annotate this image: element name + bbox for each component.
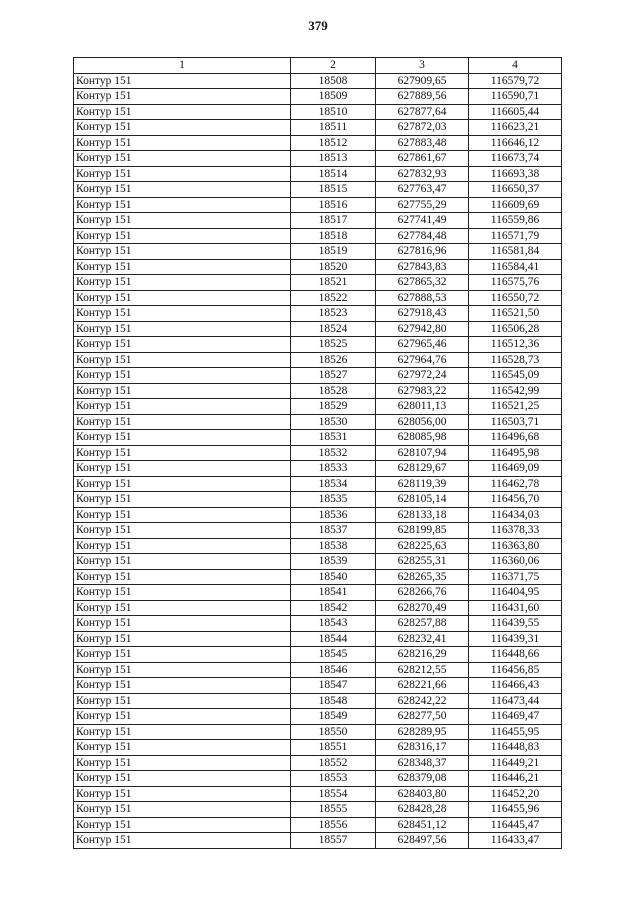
column-header-4: 4	[469, 58, 562, 74]
table-row	[74, 135, 562, 151]
contour-cell: Контур 151	[74, 755, 291, 771]
point-number-cell: 18532	[291, 445, 376, 461]
y-coordinate-cell: 116571,79	[469, 228, 562, 244]
table-row	[74, 569, 562, 585]
table-row	[74, 461, 562, 477]
point-number-cell: 18538	[291, 538, 376, 554]
point-number-cell: 18546	[291, 662, 376, 678]
table-row	[74, 678, 562, 694]
contour-cell: Контур 151	[74, 275, 291, 291]
column-header-2: 2	[291, 58, 376, 74]
contour-cell: Контур 151	[74, 740, 291, 756]
y-coordinate-cell: 116550,72	[469, 290, 562, 306]
point-number-cell: 18547	[291, 678, 376, 694]
table-row	[74, 383, 562, 399]
table-row	[74, 802, 562, 818]
table-row	[74, 197, 562, 213]
point-number-cell: 18523	[291, 306, 376, 322]
y-coordinate-cell: 116469,09	[469, 461, 562, 477]
y-coordinate-cell: 116456,85	[469, 662, 562, 678]
table-row	[74, 585, 562, 601]
table-header-row	[74, 58, 562, 74]
y-coordinate-cell: 116646,12	[469, 135, 562, 151]
point-number-cell: 18554	[291, 786, 376, 802]
y-coordinate-cell: 116575,76	[469, 275, 562, 291]
y-coordinate-cell: 116542,99	[469, 383, 562, 399]
point-number-cell: 18528	[291, 383, 376, 399]
contour-cell: Контур 151	[74, 166, 291, 182]
y-coordinate-cell: 116439,31	[469, 631, 562, 647]
point-number-cell: 18539	[291, 554, 376, 570]
x-coordinate-cell: 628221,66	[376, 678, 469, 694]
table-row	[74, 445, 562, 461]
contour-cell: Контур 151	[74, 228, 291, 244]
table-row	[74, 73, 562, 89]
x-coordinate-cell: 628216,29	[376, 647, 469, 663]
y-coordinate-cell: 116439,55	[469, 616, 562, 632]
contour-cell: Контур 151	[74, 709, 291, 725]
x-coordinate-cell: 628497,56	[376, 833, 469, 849]
x-coordinate-cell: 627964,76	[376, 352, 469, 368]
point-number-cell: 18509	[291, 89, 376, 105]
y-coordinate-cell: 116496,68	[469, 430, 562, 446]
table-row	[74, 833, 562, 849]
table-row	[74, 290, 562, 306]
point-number-cell: 18517	[291, 213, 376, 229]
x-coordinate-cell: 628232,41	[376, 631, 469, 647]
point-number-cell: 18529	[291, 399, 376, 415]
contour-cell: Контур 151	[74, 786, 291, 802]
contour-cell: Контур 151	[74, 523, 291, 539]
x-coordinate-cell: 627741,49	[376, 213, 469, 229]
table-row	[74, 600, 562, 616]
point-number-cell: 18521	[291, 275, 376, 291]
y-coordinate-cell: 116609,69	[469, 197, 562, 213]
y-coordinate-cell: 116521,50	[469, 306, 562, 322]
contour-cell: Контур 151	[74, 585, 291, 601]
contour-cell: Контур 151	[74, 414, 291, 430]
point-number-cell: 18542	[291, 600, 376, 616]
table-row	[74, 228, 562, 244]
y-coordinate-cell: 116650,37	[469, 182, 562, 198]
point-number-cell: 18527	[291, 368, 376, 384]
table-row	[74, 740, 562, 756]
contour-cell: Контур 151	[74, 306, 291, 322]
x-coordinate-cell: 627872,03	[376, 120, 469, 136]
table-row	[74, 755, 562, 771]
table-row	[74, 631, 562, 647]
point-number-cell: 18533	[291, 461, 376, 477]
contour-cell: Контур 151	[74, 104, 291, 120]
y-coordinate-cell: 116495,98	[469, 445, 562, 461]
contour-cell: Контур 151	[74, 569, 291, 585]
x-coordinate-cell: 627763,47	[376, 182, 469, 198]
y-coordinate-cell: 116446,21	[469, 771, 562, 787]
table-row	[74, 647, 562, 663]
contour-cell: Контур 151	[74, 771, 291, 787]
table-row	[74, 693, 562, 709]
contour-cell: Контур 151	[74, 817, 291, 833]
x-coordinate-cell: 628270,49	[376, 600, 469, 616]
page-number: 379	[308, 18, 328, 33]
table-row	[74, 166, 562, 182]
y-coordinate-cell: 116605,44	[469, 104, 562, 120]
x-coordinate-cell: 628056,00	[376, 414, 469, 430]
contour-cell: Контур 151	[74, 631, 291, 647]
y-coordinate-cell: 116469,47	[469, 709, 562, 725]
point-number-cell: 18541	[291, 585, 376, 601]
point-number-cell: 18520	[291, 259, 376, 275]
contour-cell: Контур 151	[74, 802, 291, 818]
point-number-cell: 18516	[291, 197, 376, 213]
table-row	[74, 724, 562, 740]
y-coordinate-cell: 116448,66	[469, 647, 562, 663]
table-row	[74, 786, 562, 802]
y-coordinate-cell: 116528,73	[469, 352, 562, 368]
contour-cell: Контур 151	[74, 600, 291, 616]
x-coordinate-cell: 628085,98	[376, 430, 469, 446]
contour-cell: Контур 151	[74, 197, 291, 213]
point-number-cell: 18540	[291, 569, 376, 585]
x-coordinate-cell: 628277,50	[376, 709, 469, 725]
contour-cell: Контур 151	[74, 476, 291, 492]
table-row	[74, 817, 562, 833]
y-coordinate-cell: 116456,70	[469, 492, 562, 508]
y-coordinate-cell: 116445,47	[469, 817, 562, 833]
point-number-cell: 18536	[291, 507, 376, 523]
x-coordinate-cell: 628348,37	[376, 755, 469, 771]
table-row	[74, 523, 562, 539]
table-row	[74, 182, 562, 198]
table-row	[74, 368, 562, 384]
x-coordinate-cell: 627843,83	[376, 259, 469, 275]
contour-cell: Контур 151	[74, 507, 291, 523]
y-coordinate-cell: 116506,28	[469, 321, 562, 337]
point-number-cell: 18555	[291, 802, 376, 818]
contour-cell: Контур 151	[74, 445, 291, 461]
y-coordinate-cell: 116521,25	[469, 399, 562, 415]
y-coordinate-cell: 116363,80	[469, 538, 562, 554]
point-number-cell: 18531	[291, 430, 376, 446]
x-coordinate-cell: 628105,14	[376, 492, 469, 508]
x-coordinate-cell: 628266,76	[376, 585, 469, 601]
point-number-cell: 18518	[291, 228, 376, 244]
point-number-cell: 18526	[291, 352, 376, 368]
point-number-cell: 18537	[291, 523, 376, 539]
contour-cell: Контур 151	[74, 538, 291, 554]
point-number-cell: 18510	[291, 104, 376, 120]
coordinates-table	[73, 57, 562, 849]
y-coordinate-cell: 116473,44	[469, 693, 562, 709]
y-coordinate-cell: 116433,47	[469, 833, 562, 849]
y-coordinate-cell: 116431,60	[469, 600, 562, 616]
contour-cell: Контур 151	[74, 352, 291, 368]
y-coordinate-cell: 116673,74	[469, 151, 562, 167]
y-coordinate-cell: 116360,06	[469, 554, 562, 570]
point-number-cell: 18545	[291, 647, 376, 663]
contour-cell: Контур 151	[74, 182, 291, 198]
x-coordinate-cell: 628265,35	[376, 569, 469, 585]
point-number-cell: 18524	[291, 321, 376, 337]
point-number-cell: 18530	[291, 414, 376, 430]
x-coordinate-cell: 627965,46	[376, 337, 469, 353]
point-number-cell: 18515	[291, 182, 376, 198]
contour-cell: Контур 151	[74, 368, 291, 384]
contour-cell: Контур 151	[74, 151, 291, 167]
y-coordinate-cell: 116404,95	[469, 585, 562, 601]
table-row	[74, 538, 562, 554]
x-coordinate-cell: 627942,80	[376, 321, 469, 337]
x-coordinate-cell: 627883,48	[376, 135, 469, 151]
x-coordinate-cell: 627918,43	[376, 306, 469, 322]
point-number-cell: 18543	[291, 616, 376, 632]
table-row	[74, 662, 562, 678]
point-number-cell: 18550	[291, 724, 376, 740]
point-number-cell: 18511	[291, 120, 376, 136]
x-coordinate-cell: 627888,53	[376, 290, 469, 306]
contour-cell: Контур 151	[74, 492, 291, 508]
contour-cell: Контур 151	[74, 678, 291, 694]
point-number-cell: 18534	[291, 476, 376, 492]
y-coordinate-cell: 116449,21	[469, 755, 562, 771]
x-coordinate-cell: 627832,93	[376, 166, 469, 182]
contour-cell: Контур 151	[74, 833, 291, 849]
point-number-cell: 18549	[291, 709, 376, 725]
y-coordinate-cell: 116434,03	[469, 507, 562, 523]
point-number-cell: 18535	[291, 492, 376, 508]
point-number-cell: 18522	[291, 290, 376, 306]
point-number-cell: 18556	[291, 817, 376, 833]
table-row	[74, 213, 562, 229]
table-row	[74, 275, 562, 291]
contour-cell: Контур 151	[74, 430, 291, 446]
table-row	[74, 492, 562, 508]
x-coordinate-cell: 628242,22	[376, 693, 469, 709]
x-coordinate-cell: 627983,22	[376, 383, 469, 399]
x-coordinate-cell: 628257,88	[376, 616, 469, 632]
y-coordinate-cell: 116590,71	[469, 89, 562, 105]
table-row	[74, 430, 562, 446]
contour-cell: Контур 151	[74, 73, 291, 89]
y-coordinate-cell: 116579,72	[469, 73, 562, 89]
table-row	[74, 771, 562, 787]
y-coordinate-cell: 116623,21	[469, 120, 562, 136]
table-row	[74, 306, 562, 322]
contour-cell: Контур 151	[74, 290, 291, 306]
point-number-cell: 18512	[291, 135, 376, 151]
x-coordinate-cell: 628133,18	[376, 507, 469, 523]
point-number-cell: 18513	[291, 151, 376, 167]
contour-cell: Контур 151	[74, 461, 291, 477]
x-coordinate-cell: 628199,85	[376, 523, 469, 539]
x-coordinate-cell: 628289,95	[376, 724, 469, 740]
point-number-cell: 18551	[291, 740, 376, 756]
contour-cell: Контур 151	[74, 135, 291, 151]
contour-cell: Контур 151	[74, 724, 291, 740]
y-coordinate-cell: 116371,75	[469, 569, 562, 585]
x-coordinate-cell: 627865,32	[376, 275, 469, 291]
contour-cell: Контур 151	[74, 89, 291, 105]
table-row	[74, 151, 562, 167]
contour-cell: Контур 151	[74, 554, 291, 570]
x-coordinate-cell: 628212,55	[376, 662, 469, 678]
y-coordinate-cell: 116466,43	[469, 678, 562, 694]
table-row	[74, 616, 562, 632]
point-number-cell: 18519	[291, 244, 376, 260]
table-row	[74, 554, 562, 570]
y-coordinate-cell: 116512,36	[469, 337, 562, 353]
contour-cell: Контур 151	[74, 259, 291, 275]
x-coordinate-cell: 627816,96	[376, 244, 469, 260]
y-coordinate-cell: 116581,84	[469, 244, 562, 260]
table-row	[74, 259, 562, 275]
y-coordinate-cell: 116455,96	[469, 802, 562, 818]
contour-cell: Контур 151	[74, 616, 291, 632]
table-row	[74, 321, 562, 337]
x-coordinate-cell: 628379,08	[376, 771, 469, 787]
table-row	[74, 244, 562, 260]
contour-cell: Контур 151	[74, 647, 291, 663]
point-number-cell: 18514	[291, 166, 376, 182]
y-coordinate-cell: 116455,95	[469, 724, 562, 740]
x-coordinate-cell: 627909,65	[376, 73, 469, 89]
contour-cell: Контур 151	[74, 337, 291, 353]
table-row	[74, 709, 562, 725]
y-coordinate-cell: 116693,38	[469, 166, 562, 182]
contour-cell: Контур 151	[74, 399, 291, 415]
x-coordinate-cell: 628129,67	[376, 461, 469, 477]
x-coordinate-cell: 628255,31	[376, 554, 469, 570]
point-number-cell: 18553	[291, 771, 376, 787]
table-row	[74, 507, 562, 523]
y-coordinate-cell: 116559,86	[469, 213, 562, 229]
x-coordinate-cell: 627877,64	[376, 104, 469, 120]
y-coordinate-cell: 116452,20	[469, 786, 562, 802]
x-coordinate-cell: 627784,48	[376, 228, 469, 244]
x-coordinate-cell: 627861,67	[376, 151, 469, 167]
x-coordinate-cell: 628107,94	[376, 445, 469, 461]
x-coordinate-cell: 628119,39	[376, 476, 469, 492]
x-coordinate-cell: 627755,29	[376, 197, 469, 213]
point-number-cell: 18544	[291, 631, 376, 647]
y-coordinate-cell: 116503,71	[469, 414, 562, 430]
table-row	[74, 399, 562, 415]
x-coordinate-cell: 628403,80	[376, 786, 469, 802]
y-coordinate-cell: 116448,83	[469, 740, 562, 756]
x-coordinate-cell: 628428,28	[376, 802, 469, 818]
x-coordinate-cell: 628451,12	[376, 817, 469, 833]
column-header-3: 3	[376, 58, 469, 74]
table-row	[74, 337, 562, 353]
table-row	[74, 476, 562, 492]
contour-cell: Контур 151	[74, 120, 291, 136]
x-coordinate-cell: 627889,56	[376, 89, 469, 105]
y-coordinate-cell: 116462,78	[469, 476, 562, 492]
table-row	[74, 120, 562, 136]
point-number-cell: 18548	[291, 693, 376, 709]
point-number-cell: 18557	[291, 833, 376, 849]
table-row	[74, 352, 562, 368]
table-row	[74, 104, 562, 120]
table-body	[74, 73, 562, 848]
contour-cell: Контур 151	[74, 383, 291, 399]
y-coordinate-cell: 116378,33	[469, 523, 562, 539]
contour-cell: Контур 151	[74, 321, 291, 337]
point-number-cell: 18508	[291, 73, 376, 89]
contour-cell: Контур 151	[74, 662, 291, 678]
column-header-1: 1	[74, 58, 291, 74]
x-coordinate-cell: 628316,17	[376, 740, 469, 756]
y-coordinate-cell: 116545,09	[469, 368, 562, 384]
y-coordinate-cell: 116584,41	[469, 259, 562, 275]
contour-cell: Контур 151	[74, 213, 291, 229]
table-row	[74, 414, 562, 430]
point-number-cell: 18552	[291, 755, 376, 771]
table-row	[74, 89, 562, 105]
point-number-cell: 18525	[291, 337, 376, 353]
x-coordinate-cell: 628011,13	[376, 399, 469, 415]
x-coordinate-cell: 627972,24	[376, 368, 469, 384]
contour-cell: Контур 151	[74, 693, 291, 709]
x-coordinate-cell: 628225,63	[376, 538, 469, 554]
contour-cell: Контур 151	[74, 244, 291, 260]
